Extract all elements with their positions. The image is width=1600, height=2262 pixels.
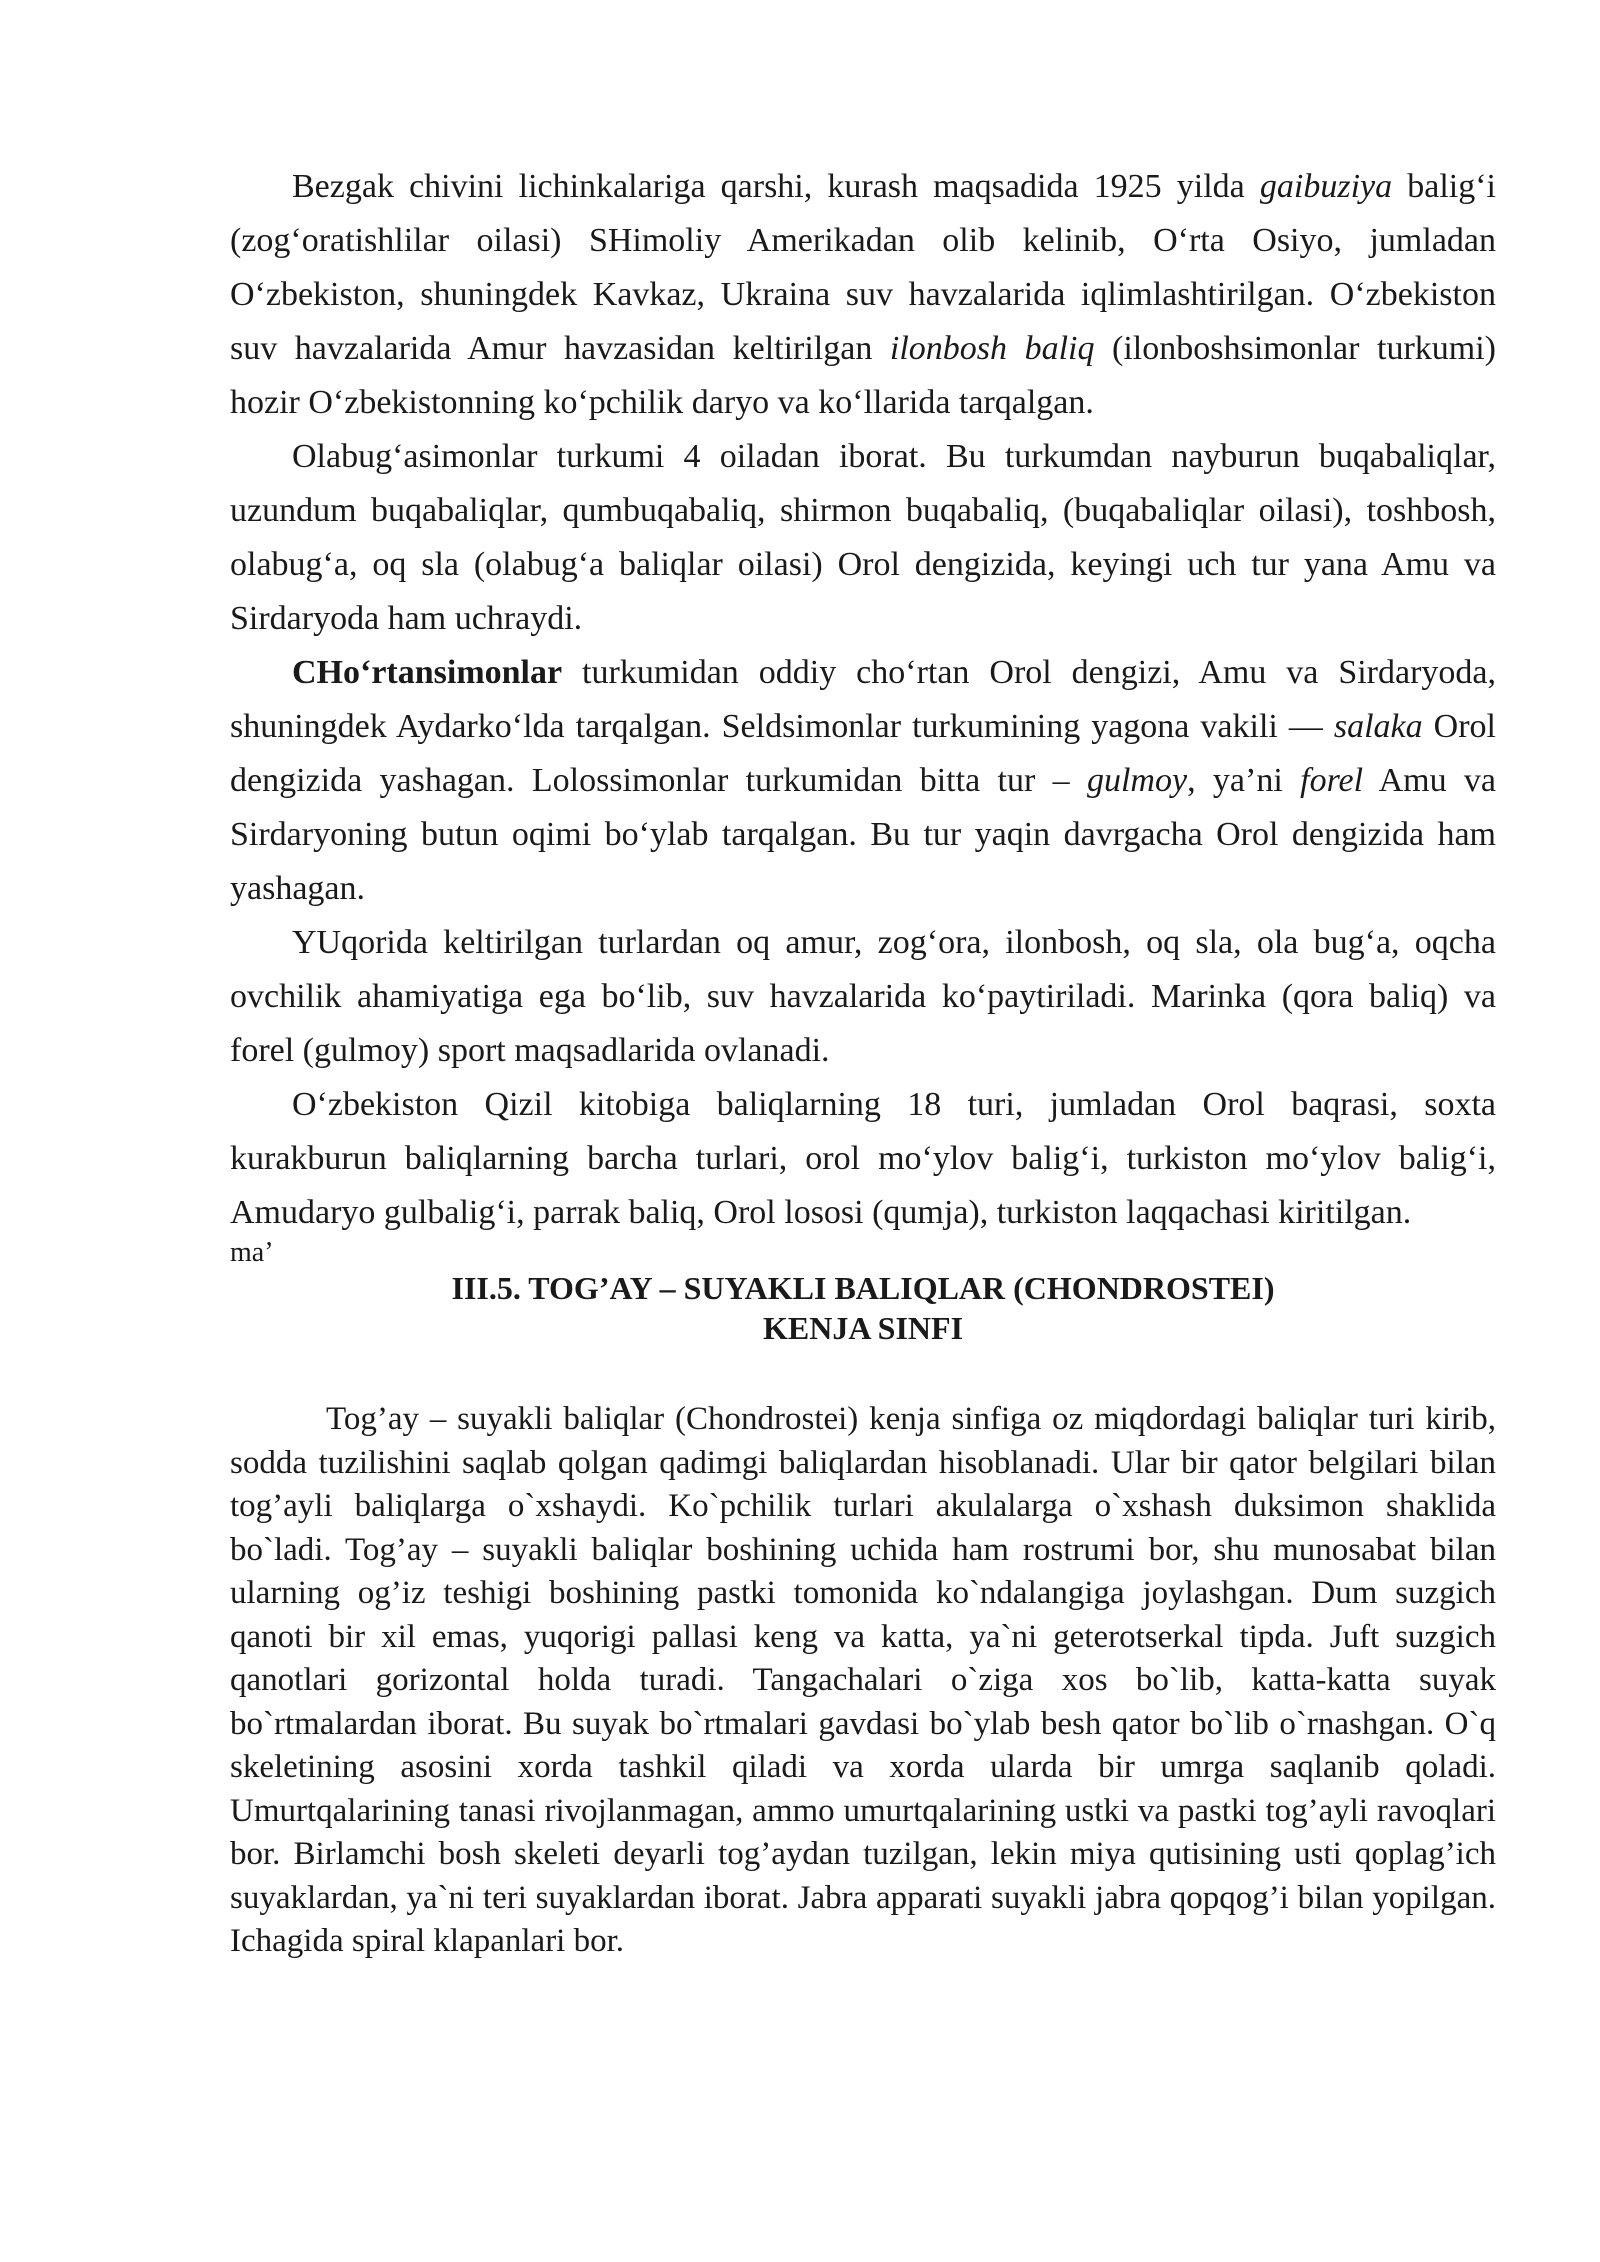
section-heading [230,1268,1496,1348]
paragraph-3 [230,646,1496,916]
italic-term: gulmoy [1086,762,1188,799]
text-run: balig‘i (zog‘oratishlilar oilasi) SHimoliy Amerikadan olib kelinib, O‘rta Osiyo, jumladan O‘zbekiston, shuningdek Kavkaz, Ukraina suv havzalarida iqlimlashtirilgan. O‘zbekiston suv havzalarida Amur havzasidan keltirilgan [230,168,1496,367]
text-run: Olabug‘asimonlar turkumi 4 oiladan iborat. Bu turkumdan nayburun buqabaliqlar, uzundum buqabaliqlar, qumbuqabaliq, shirmon buqabaliq, (buqabaliqlar oilasi), toshbosh, olabug‘a, oq sla (olabug‘a baliqlar oilasi) Orol dengizida, keyingi uch tur yana Amu va Sirdaryoda ham uchraydi. [230,438,1496,637]
text-run: YUqorida keltirilgan turlardan oq amur, zog‘ora, ilonbosh, oq sla, ola bug‘a, oqcha ovchilik ahamiyatiga ega bo‘lib, suv havzalarida ko‘paytiriladi. Marinka (qora baliq) va forel (gulmoy) sport maqsadlarida ovlanadi. [230,924,1496,1069]
text-run: (ilonboshsimonlar turkumi) hozir O‘zbekistonning ko‘pchilik daryo va ko‘llarida tarqalgan. [230,330,1496,421]
top-paragraphs [230,160,1496,1240]
section-heading-line-2: KENJA SINFI [762,1310,964,1346]
text-run: Orol dengizida yashagan. Lolossimonlar turkumidan bitta tur – [230,708,1496,799]
italic-term: salaka [1333,708,1423,745]
text-run: turkumidan oddiy cho‘rtan Orol dengizi, Amu va Sirdaryoda, shuningdek Aydarko‘lda tarqalgan. Seldsimonlar turkumining yagona vakili — [230,654,1496,745]
spacer [230,1348,1496,1398]
paragraph-bottom: Tog’ay – suyakli baliqlar (Chondrostei) kenja sinfiga oz miqdordagi baliqlar turi kirib, sodda tuzilishini saqlab qolgan qadimgi baliqlardan hisoblanadi. Ular bir qator belgilari bilan tog’ayli baliqlarga o`xshaydi. Ko`pchilik turlari akulalarga o`xshash duksimon shaklida bo`ladi. Tog’ay – suyakli baliqlar boshining uchida ham rostrumi bor, shu munosabat bilan ularning og’iz teshigi boshining pastki tomonida ko`ndalangiga joylashgan. Dum suzgich qanoti bir xil emas, yuqorigi pallasi keng va katta, ya`ni geterotserkal tipda. Juft suzgich qanotlari gorizontal holda turadi. Tangachalari o`ziga xos bo`lib, katta-katta suyak bo`rtmalardan iborat. Bu suyak bo`rtmalari gavdasi bo`ylab besh qator bo`lib o`rnashgan. O`q skeletining asosini xorda tashkil qiladi va xorda ularda bir umrga saqlanib qoladi. Umurtqalarining tanasi rivojlanmagan, ammo umurtqalarining ustki va pastki tog’ayli ravoqlari bor. Birlamchi bosh skeleti deyarli tog’aydan tuzilgan, lekin miya qutisining usti qoplag’ich suyaklardan, ya`ni teri suyaklardan iborat. Jabra apparati suyakli jabra qopqog’i bilan yopilgan. Ichagida spiral klapanlari bor. [230,1401,1496,1959]
paragraph-2 [230,430,1496,646]
text-run: Bezgak chivini lichinkalariga qarshi, kurash maqsadida 1925 yilda [292,168,1260,205]
paragraph-4 [230,916,1496,1078]
bold-term: CHo‘rtansimonlar [292,654,563,691]
paragraph-1 [230,160,1496,430]
text-run: , ya’ni [1187,762,1301,799]
stray-text: ma’ [230,1237,274,1268]
italic-term: forel [1300,762,1364,799]
text-run: Amu va Sirdaryoning butun oqimi bo‘ylab tarqalgan. Bu tur yaqin davrgacha Orol dengizida ham yashagan. [230,762,1497,907]
italic-term: ilonbosh baliq [889,330,1095,367]
document-page [230,160,1496,1964]
paragraph-5 [230,1078,1496,1240]
section-heading-line-1: III.5. TOG’AY – SUYAKLI BALIQLAR (CHONDROSTEI) [451,1270,1275,1306]
italic-term: gaibuziya [1259,168,1393,205]
text-run: O‘zbekiston Qizil kitobiga baliqlarning 18 turi, jumladan Orol baqrasi, soxta kurakburun baliqlarning barcha turlari, orol mo‘ylov balig‘i, turkiston mo‘ylov balig‘i, Amudaryo gulbalig‘i, parrak baliq, Orol lososi (qumja), turkiston laqqachasi kiritilgan. [230,1086,1496,1231]
